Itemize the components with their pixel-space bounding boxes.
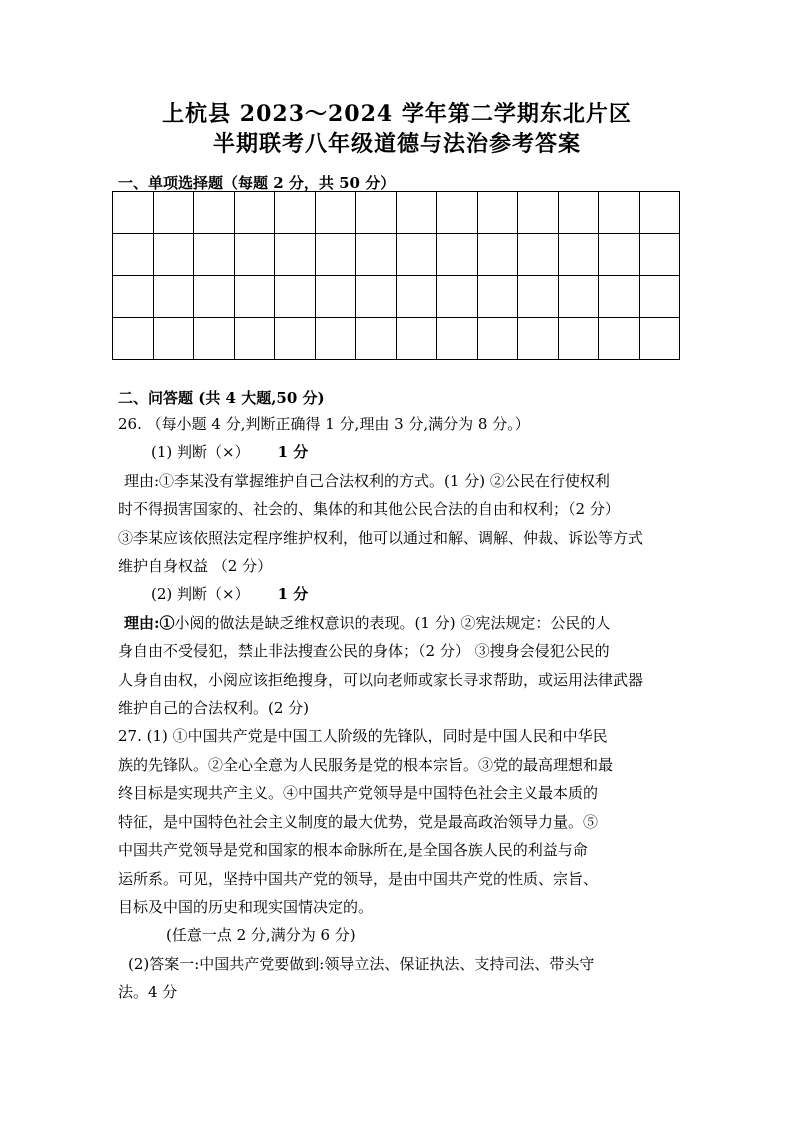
answer-grid-cell — [194, 276, 235, 318]
document-title-line1: 上杭县 2023～2024 学年第二学期东北片区 — [162, 101, 632, 127]
q27-part2-line: 法。4 分 — [118, 983, 178, 1002]
answer-grid-cell — [437, 192, 478, 234]
answer-grid-cell — [153, 276, 194, 318]
q26-part2-judge: (2) 判断（×） — [151, 585, 250, 604]
section2-heading: 二、问答题 (共 4 大题,50 分) — [118, 389, 325, 407]
answer-grid-cell — [599, 318, 640, 360]
answer-grid-row — [113, 276, 680, 318]
q26-part2-reason-line: 身自由不受侵犯，禁止非法搜查公民的身体；（2 分） ③搜身会侵犯公民的 — [118, 642, 610, 661]
answer-grid-cell — [315, 276, 356, 318]
document-title-line2: 半期联考八年级道德与法治参考答案 — [212, 131, 581, 157]
answer-grid-cell — [437, 234, 478, 276]
q26-part2-reason-line: 人身自由权，小阅应该拒绝搜身，可以向老师或家长寻求帮助，或运用法律武器 — [118, 670, 644, 689]
answer-grid-cell — [518, 276, 559, 318]
answer-grid-cell — [275, 192, 316, 234]
q27-line: 终目标是实现共产主义。④中国共产党领导是中国特色社会主义最本质的 — [118, 784, 599, 803]
q27-line: 中国共产党领导是党和国家的根本命脉所在,是全国各族人民的利益与命 — [118, 841, 588, 860]
answer-grid-cell — [639, 234, 680, 276]
answer-grid-cell — [113, 234, 154, 276]
answer-grid-cell — [113, 276, 154, 318]
answer-grid-cell — [477, 234, 518, 276]
answer-grid-cell — [518, 192, 559, 234]
q26-part1-reason-line: ③李某应该依照法定程序维护权利，他可以通过和解、调解、仲裁、诉讼等方式 — [118, 528, 644, 547]
answer-grid-row — [113, 192, 680, 234]
answer-grid-cell — [234, 318, 275, 360]
q27-line: 27. (1) ①中国共产党是中国工人阶级的先锋队，同时是中国人民和中华民 — [118, 727, 608, 746]
answer-grid-cell — [599, 192, 640, 234]
answer-grid-cell — [396, 318, 437, 360]
answer-grid-cell — [356, 318, 397, 360]
answer-grid-row — [113, 318, 680, 360]
answer-grid-cell — [558, 234, 599, 276]
answer-grid-cell — [518, 234, 559, 276]
answer-grid-cell — [315, 192, 356, 234]
q26-part1-reason-line: 维护自身权益 （2 分） — [118, 557, 273, 576]
q26-part1-judgement — [118, 438, 678, 466]
answer-body — [118, 410, 678, 1007]
answer-grid-cell — [639, 276, 680, 318]
answer-grid-cell — [194, 234, 235, 276]
answer-grid-cell — [113, 318, 154, 360]
q26-part1-score: 1 分 — [277, 443, 309, 462]
q27-scoring-note: (任意一点 2 分,满分为 6 分) — [166, 926, 356, 945]
answer-grid-cell — [599, 234, 640, 276]
answer-grid-cell — [194, 318, 235, 360]
answer-grid-cell — [234, 234, 275, 276]
answer-grid-cell — [356, 276, 397, 318]
q26-part1-reason-line: 理由:①李某没有掌握维护自己合法权利的方式。(1 分) ②公民在行使权利 — [124, 471, 610, 490]
answer-grid-cell — [477, 318, 518, 360]
q26-part2-score: 1 分 — [277, 585, 309, 604]
answer-grid-cell — [558, 276, 599, 318]
answer-grid-cell — [437, 276, 478, 318]
answer-grid-cell — [356, 234, 397, 276]
answer-grid-cell — [153, 318, 194, 360]
q26-part2-reason-line: 维护自己的合法权利。(2 分) — [118, 699, 310, 718]
q26-part1-reason-line: 时不得损害国家的、社会的、集体的和其他公民合法的自由和权利；（2 分） — [118, 500, 620, 519]
answer-grid-cell — [518, 318, 559, 360]
q26-header: 26. （每小题 4 分,判断正确得 1 分,理由 3 分,满分为 8 分。） — [118, 415, 530, 433]
answer-grid-cell — [153, 234, 194, 276]
answer-grid-cell — [315, 318, 356, 360]
q26-part2-judgement — [118, 580, 678, 608]
answer-grid-cell — [396, 234, 437, 276]
answer-grid-cell — [599, 276, 640, 318]
q27-part2-line: (2)答案一:中国共产党要做到:领导立法、保证执法、支持司法、带头守 — [128, 954, 595, 973]
answer-grid-cell — [315, 234, 356, 276]
q27-line: 目标及中国的历史和现实国情决定的。 — [118, 897, 374, 916]
section1-heading: 一、单项选择题（每题 2 分，共 50 分） — [118, 174, 396, 192]
answer-grid-cell — [356, 192, 397, 234]
q26-part2-reason-label: 理由:① — [124, 613, 175, 632]
q27-line: 族的先锋队。②全心全意为人民服务是党的根本宗旨。③党的最高理想和最 — [118, 755, 614, 774]
answer-grid-cell — [437, 318, 478, 360]
answer-grid-cell — [396, 192, 437, 234]
q27-line: 特征，是中国特色社会主义制度的最大优势，党是最高政治领导力量。⑤ — [118, 812, 599, 831]
answer-grid-row — [113, 234, 680, 276]
answer-grid-cell — [113, 192, 154, 234]
q26-part2-reason-text: 小阅的做法是缺乏维权意识的表现。(1 分) ②宪法规定：公民的人 — [174, 613, 611, 632]
answer-grid — [112, 191, 680, 360]
answer-grid-cell — [275, 276, 316, 318]
answer-grid-cell — [194, 192, 235, 234]
answer-grid-cell — [477, 192, 518, 234]
answer-grid-cell — [275, 234, 316, 276]
q26-part1-judge: (1) 判断（×） — [151, 443, 250, 462]
answer-grid-cell — [558, 318, 599, 360]
answer-grid-cell — [275, 318, 316, 360]
answer-grid-cell — [558, 192, 599, 234]
answer-grid-cell — [639, 318, 680, 360]
q26-part2-reason-line — [118, 609, 678, 637]
answer-grid-cell — [153, 192, 194, 234]
answer-grid-cell — [396, 276, 437, 318]
q27-line: 运所系。可见，坚持中国共产党的领导，是由中国共产党的性质、宗旨、 — [118, 869, 599, 888]
answer-grid-cell — [234, 192, 275, 234]
answer-grid-cell — [477, 276, 518, 318]
answer-grid-cell — [639, 192, 680, 234]
answer-grid-cell — [234, 276, 275, 318]
